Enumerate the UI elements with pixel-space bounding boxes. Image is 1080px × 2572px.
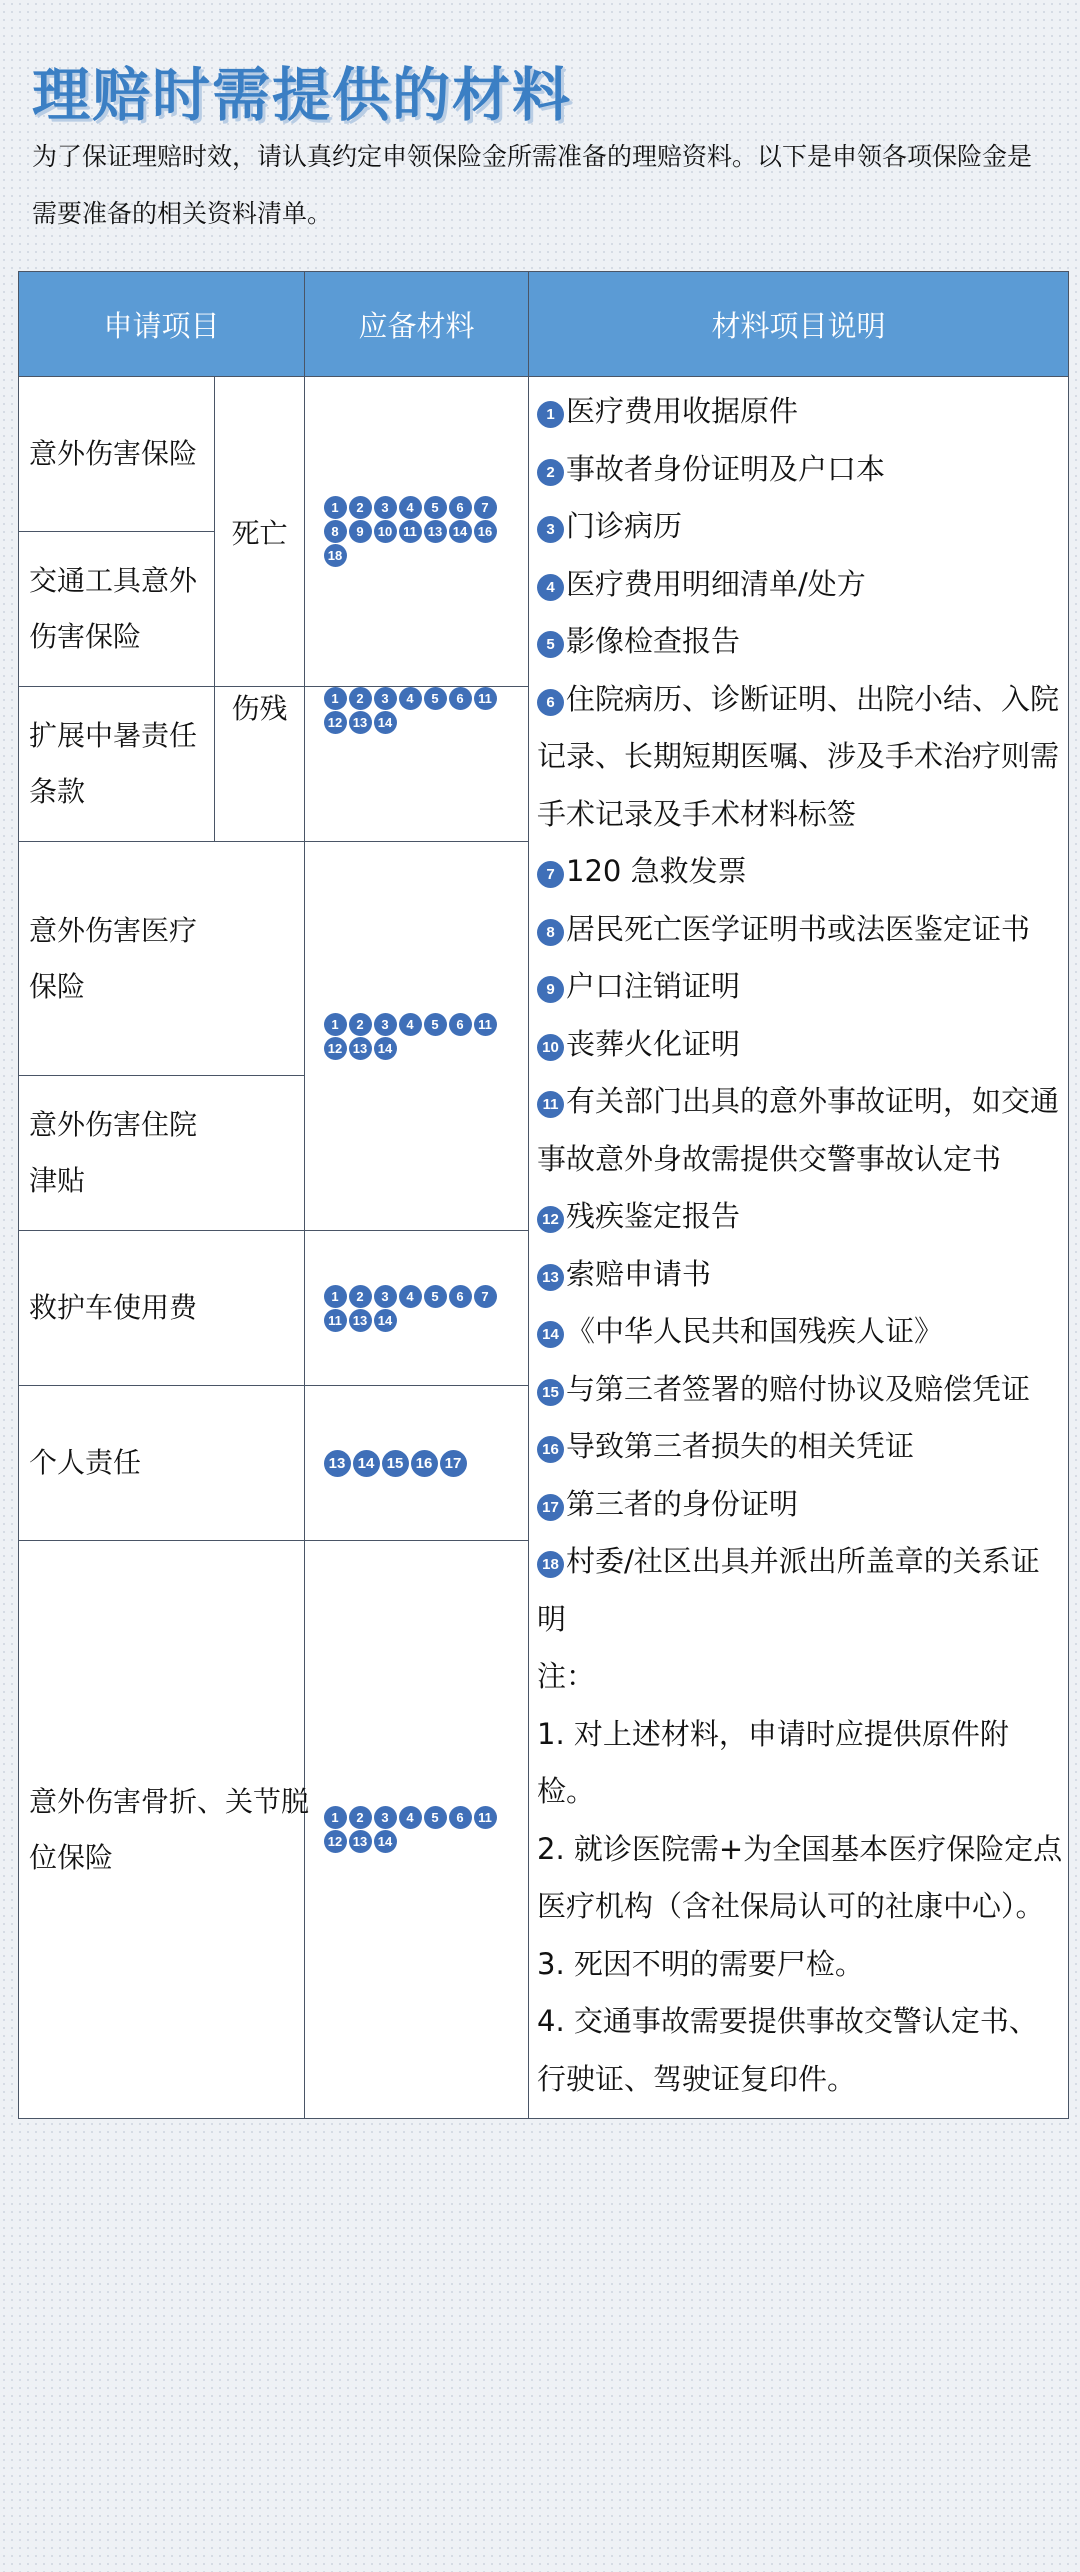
number-badge: 14 bbox=[537, 1321, 564, 1348]
description-item bbox=[537, 901, 1064, 959]
description-text: 医疗费用明细清单/处方 bbox=[566, 566, 866, 601]
number-badge: 12 bbox=[324, 711, 347, 734]
description-text: 住院病历、诊断证明、出院小结、入院记录、长期短期医嘱、涉及手术治疗则需手术记录及手术材料标签 bbox=[537, 681, 1060, 831]
number-badge: 7 bbox=[474, 1285, 497, 1308]
number-badge: 6 bbox=[449, 1285, 472, 1308]
item-fracture-insurance bbox=[19, 1541, 310, 2119]
header-materials: 应备材料 bbox=[305, 272, 529, 377]
number-badge: 8 bbox=[324, 520, 347, 543]
number-badge: 6 bbox=[449, 1806, 472, 1829]
item-traffic-accident-label: 交通工具意外伤害保险 bbox=[29, 564, 198, 653]
description-item bbox=[537, 1476, 1064, 1534]
note-line: 4. 交通事故需要提供事故交警认定书、行驶证、驾驶证复印件。 bbox=[537, 2004, 1038, 2096]
number-badge: 5 bbox=[537, 631, 564, 658]
description-text: 丧葬火化证明 bbox=[566, 1026, 741, 1061]
description-text: 导致第三者损失的相关凭证 bbox=[566, 1429, 915, 1463]
description-text: 有关部门出具的意外事故证明，如交通事故意外身故需提供交警事故认定书 bbox=[537, 1084, 1060, 1176]
item-heatstroke-label: 扩展中暑责任条款 bbox=[29, 719, 198, 808]
item-personal-liability: 个人责任 bbox=[19, 1386, 305, 1541]
description-item bbox=[537, 556, 1064, 614]
item-fracture-label: 意外伤害骨折、关节脱位保险 bbox=[29, 1784, 310, 1874]
number-badge: 9 bbox=[349, 520, 372, 543]
number-badge: 15 bbox=[537, 1379, 564, 1406]
number-badge: 12 bbox=[324, 1037, 347, 1060]
description-cell bbox=[529, 377, 1069, 2119]
badge-group bbox=[324, 1806, 510, 1853]
description-item bbox=[537, 1246, 1064, 1304]
number-badge: 10 bbox=[537, 1034, 564, 1061]
number-badge: 1 bbox=[324, 687, 347, 710]
header-item: 申请项目 bbox=[19, 272, 305, 377]
number-badge: 7 bbox=[474, 496, 497, 519]
number-badge: 2 bbox=[537, 459, 564, 486]
number-badge: 13 bbox=[349, 1037, 372, 1060]
number-badge: 5 bbox=[424, 1806, 447, 1829]
number-badge: 11 bbox=[474, 687, 497, 710]
number-badge: 2 bbox=[349, 1013, 372, 1036]
description-text: 村委/社区出具并派出所盖章的关系证明 bbox=[537, 1544, 1040, 1636]
item-hospital-allowance bbox=[19, 1076, 305, 1231]
description-item bbox=[537, 1073, 1064, 1188]
number-badge: 3 bbox=[374, 1013, 397, 1036]
notes-list bbox=[537, 1648, 1064, 2108]
number-badge: 16 bbox=[537, 1436, 564, 1463]
number-badge: 12 bbox=[537, 1206, 564, 1233]
note-line: 3. 死因不明的需要尸检。 bbox=[537, 1946, 864, 1981]
number-badge: 13 bbox=[537, 1264, 564, 1291]
number-badge: 1 bbox=[324, 496, 347, 519]
number-badge: 14 bbox=[374, 1309, 397, 1332]
number-badge: 1 bbox=[324, 1806, 347, 1829]
description-list bbox=[537, 383, 1064, 1648]
number-badge: 5 bbox=[424, 1285, 447, 1308]
number-badge: 13 bbox=[424, 520, 447, 543]
description-text: 事故者身份证明及户口本 bbox=[566, 451, 886, 486]
description-text: 索赔申请书 bbox=[566, 1256, 712, 1291]
number-badge: 14 bbox=[374, 1830, 397, 1853]
description-text: 120 急救发票 bbox=[566, 854, 747, 888]
description-item bbox=[537, 1016, 1064, 1074]
description-item bbox=[537, 383, 1064, 441]
item-medical-label: 意外伤害医疗保险 bbox=[29, 913, 198, 1003]
description-item bbox=[537, 1533, 1064, 1648]
number-badge: 4 bbox=[399, 1806, 422, 1829]
description-text: 医疗费用收据原件 bbox=[566, 394, 799, 428]
description-text: 残疾鉴定报告 bbox=[566, 1199, 741, 1233]
item-accident-insurance: 意外伤害保险 bbox=[19, 377, 215, 532]
number-badge: 5 bbox=[424, 496, 447, 519]
number-badge: 13 bbox=[349, 1309, 372, 1332]
number-badge: 2 bbox=[349, 496, 372, 519]
note-line: 注： bbox=[537, 1659, 596, 1693]
item-heatstroke-clause bbox=[19, 687, 215, 842]
number-badge: 4 bbox=[537, 574, 564, 601]
number-badge: 14 bbox=[353, 1450, 380, 1477]
number-badge: 3 bbox=[537, 516, 564, 543]
description-item bbox=[537, 1418, 1064, 1476]
number-badge: 4 bbox=[399, 496, 422, 519]
number-badge: 12 bbox=[324, 1830, 347, 1853]
number-badge: 14 bbox=[374, 1037, 397, 1060]
number-badge: 6 bbox=[537, 689, 564, 716]
number-badge: 3 bbox=[374, 687, 397, 710]
number-badge: 14 bbox=[374, 711, 397, 734]
description-item bbox=[537, 671, 1064, 844]
number-badge: 8 bbox=[537, 919, 564, 946]
description-item bbox=[537, 613, 1064, 671]
number-badge: 4 bbox=[399, 1013, 422, 1036]
number-badge: 6 bbox=[449, 687, 472, 710]
table-header-row bbox=[19, 272, 1069, 377]
note-line: 2. 就诊医院需+为全国基本医疗保险定点医疗机构（含社保局认可的社康中心）。 bbox=[537, 1831, 1063, 1923]
description-text: 居民死亡医学证明书或法医鉴定证书 bbox=[566, 911, 1031, 946]
number-badge: 6 bbox=[449, 496, 472, 519]
materials-liability bbox=[305, 1386, 529, 1541]
number-badge: 3 bbox=[374, 1285, 397, 1308]
description-text: 与第三者签署的赔付协议及赔偿凭证 bbox=[566, 1371, 1031, 1406]
number-badge: 17 bbox=[440, 1450, 467, 1477]
header-description: 材料项目说明 bbox=[529, 272, 1069, 377]
badge-group bbox=[324, 1013, 510, 1060]
number-badge: 13 bbox=[324, 1450, 351, 1477]
number-badge: 10 bbox=[374, 520, 397, 543]
description-item bbox=[537, 441, 1064, 499]
number-badge: 1 bbox=[324, 1013, 347, 1036]
badge-group bbox=[324, 687, 510, 734]
number-badge: 18 bbox=[537, 1551, 564, 1578]
number-badge: 1 bbox=[324, 1285, 347, 1308]
sub-disability: 伤残 bbox=[215, 687, 305, 842]
description-item bbox=[537, 498, 1064, 556]
number-badge: 1 bbox=[537, 401, 564, 428]
number-badge: 4 bbox=[399, 1285, 422, 1308]
number-badge: 9 bbox=[537, 976, 564, 1003]
number-badge: 2 bbox=[349, 687, 372, 710]
number-badge: 14 bbox=[449, 520, 472, 543]
item-traffic-accident bbox=[19, 532, 215, 687]
description-item bbox=[537, 1303, 1064, 1361]
number-badge: 3 bbox=[374, 496, 397, 519]
number-badge: 3 bbox=[374, 1806, 397, 1829]
page-title: 理赔时需提供的材料 bbox=[32, 61, 573, 129]
intro-text: 为了保证理赔时效，请认真约定申领保险金所需准备的理赔资料。以下是申领各项保险金是需要准备的相关资料清单。 bbox=[32, 142, 1033, 228]
item-medical-insurance bbox=[19, 842, 305, 1076]
description-item bbox=[537, 843, 1064, 901]
description-item bbox=[537, 958, 1064, 1016]
number-badge: 11 bbox=[399, 520, 422, 543]
number-badge: 13 bbox=[349, 711, 372, 734]
description-text: 户口注销证明 bbox=[566, 969, 741, 1003]
number-badge: 17 bbox=[537, 1494, 564, 1521]
number-badge: 2 bbox=[349, 1285, 372, 1308]
materials-death bbox=[305, 377, 529, 687]
number-badge: 16 bbox=[474, 520, 497, 543]
item-ambulance-fee: 救护车使用费 bbox=[19, 1231, 305, 1386]
number-badge: 6 bbox=[449, 1013, 472, 1036]
description-text: 第三者的身份证明 bbox=[566, 1486, 799, 1521]
number-badge: 11 bbox=[474, 1013, 497, 1036]
number-badge: 15 bbox=[382, 1450, 409, 1477]
badge-group bbox=[324, 496, 510, 567]
materials-disability bbox=[305, 687, 529, 842]
description-text: 门诊病历 bbox=[566, 509, 683, 543]
number-badge: 11 bbox=[537, 1091, 564, 1118]
number-badge: 4 bbox=[399, 687, 422, 710]
number-badge: 18 bbox=[324, 544, 347, 567]
sub-death: 死亡 bbox=[215, 377, 305, 687]
description-item bbox=[537, 1361, 1064, 1419]
table-row bbox=[19, 377, 1069, 532]
number-badge: 16 bbox=[411, 1450, 438, 1477]
materials-table bbox=[18, 271, 1069, 2119]
materials-fracture bbox=[305, 1541, 529, 2119]
number-badge: 11 bbox=[474, 1806, 497, 1829]
number-badge: 2 bbox=[349, 1806, 372, 1829]
number-badge: 11 bbox=[324, 1309, 347, 1332]
description-text: 《中华人民共和国残疾人证》 bbox=[566, 1314, 944, 1348]
description-item bbox=[537, 1188, 1064, 1246]
materials-medical bbox=[305, 842, 529, 1231]
badge-group bbox=[324, 1450, 510, 1477]
item-hospital-label: 意外伤害住院津贴 bbox=[29, 1108, 198, 1197]
number-badge: 5 bbox=[424, 687, 447, 710]
note-line: 1. 对上述材料，申请时应提供原件附检。 bbox=[537, 1716, 1009, 1808]
badge-group bbox=[324, 1285, 510, 1332]
number-badge: 7 bbox=[537, 861, 564, 888]
number-badge: 5 bbox=[424, 1013, 447, 1036]
description-text: 影像检查报告 bbox=[566, 624, 741, 658]
number-badge: 13 bbox=[349, 1830, 372, 1853]
materials-ambulance bbox=[305, 1231, 529, 1386]
